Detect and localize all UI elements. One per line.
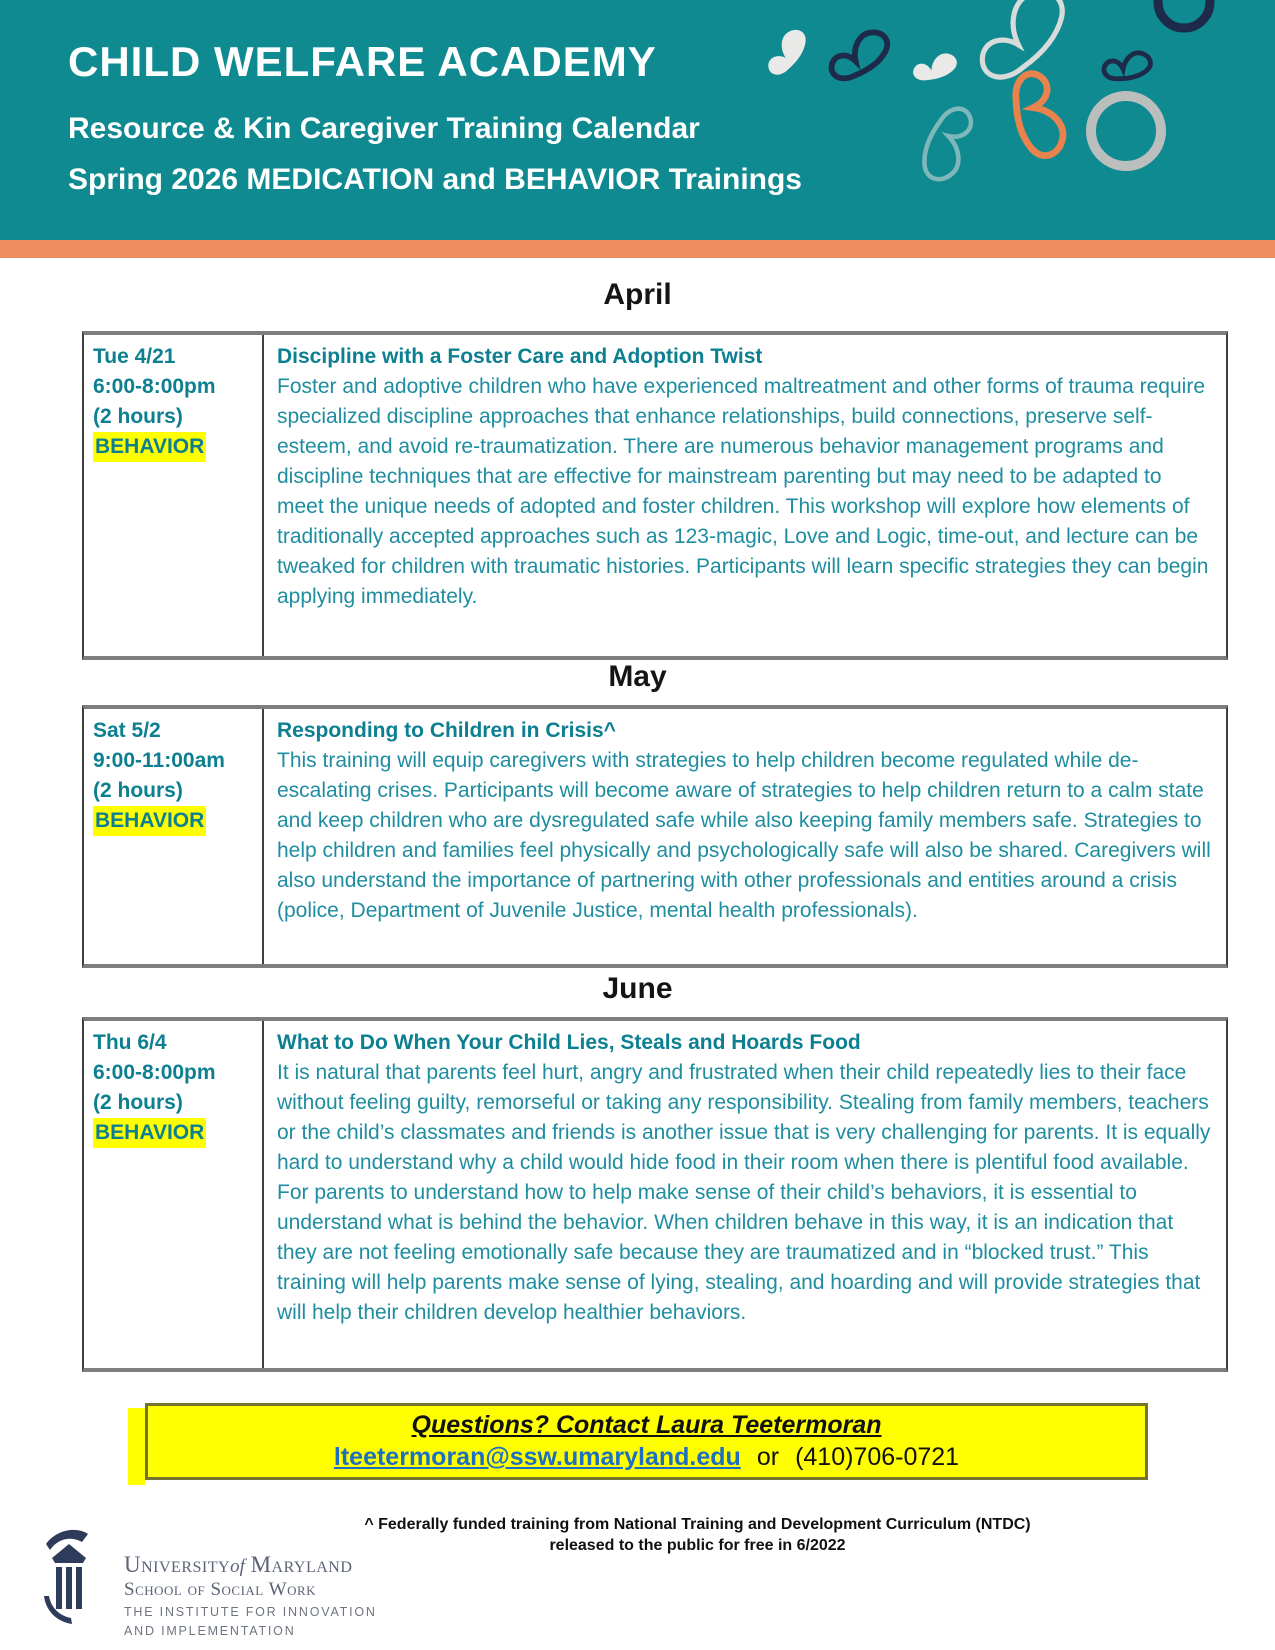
contact-heading: Questions? Contact Laura Teetermoran: [411, 1411, 882, 1439]
session-details-cell: [264, 1021, 1226, 1368]
header-banner: [0, 0, 1275, 240]
session-title: Responding to Children in Crisis^: [277, 719, 616, 742]
month-heading-april: April: [603, 278, 672, 311]
page-subtitle-line1: Resource & Kin Caregiver Training Calendar: [68, 112, 700, 145]
session-duration: (2 hours): [93, 1091, 183, 1114]
logo-of-word: of: [230, 1556, 245, 1577]
session-schedule-cell: [84, 335, 264, 656]
umd-column-icon: [38, 1528, 112, 1628]
ring-icon: [1091, 96, 1161, 166]
session-title: What to Do When Your Child Lies, Steals and Hoards Food: [277, 1031, 861, 1054]
contact-phone: (410)706-0721: [795, 1443, 960, 1471]
session-description: It is natural that parents feel hurt, angry and frustrated when their child repeatedly lies to their face without feeling guilty, remorseful or taking any responsibility. Stealing from family members, teachers or the child’s classmates and friends is another issue that is very challenging for parents. It is equally hard to understand why a child would hide food in their room when there is plentiful food available. For parents to understand how to help make sense of their child’s behaviors, it is essential to understand what is behind the behavior. When children behave in this way, it is an indication that they are not feeling emotionally safe because they are traumatized and in “blocked trust.” This training will help parents make sense of lying, stealing, and hoarding and will provide strategies that will help their children develop healthier behaviors.: [277, 1061, 1211, 1324]
butterfly-icon: [993, 69, 1084, 161]
logo-column: [56, 1567, 62, 1609]
butterfly-icon: [911, 43, 960, 91]
footnote-line2: released to the public for free in 6/2022: [549, 1537, 846, 1554]
behavior-badge: BEHAVIOR: [93, 806, 206, 836]
session-tag-row: [93, 1118, 253, 1148]
ring-icon: [1158, 0, 1210, 28]
session-date: Thu 6/4: [93, 1031, 167, 1054]
session-title: Discipline with a Foster Care and Adoption Twist: [277, 345, 763, 368]
footnote-line1: ^ Federally funded training from National Training and Development Curriculum (NTDC): [364, 1516, 1031, 1533]
logo-school-line: School of Social Work: [124, 1579, 317, 1600]
session-tag-row: [93, 806, 253, 836]
contact-email-link[interactable]: lteetermoran@ssw.umaryland.edu: [333, 1443, 741, 1471]
logo-university-word: University: [124, 1552, 231, 1577]
session-date: Tue 4/21: [93, 345, 176, 368]
session-date: Sat 5/2: [93, 719, 161, 742]
behavior-badge: BEHAVIOR: [93, 432, 206, 462]
logo-institute-line1: THE INSTITUTE FOR INNOVATION: [124, 1605, 377, 1619]
training-table-april: [82, 331, 1228, 660]
month-heading-june: June: [602, 972, 673, 1005]
logo-pediment: [52, 1544, 86, 1563]
page-subtitle-line2: Spring 2026 MEDICATION and BEHAVIOR Trainings: [68, 163, 802, 196]
logo-column: [66, 1567, 72, 1609]
logo-maryland-word: Maryland: [250, 1552, 353, 1577]
page-title: CHILD WELFARE ACADEMY: [68, 38, 657, 85]
butterfly-icon: [908, 105, 989, 184]
umd-logo-text: [124, 1528, 377, 1639]
logo-institute-line2: AND IMPLEMENTATION: [124, 1624, 296, 1638]
contact-line: [148, 1443, 1145, 1472]
session-time: 6:00-8:00pm: [93, 375, 216, 398]
session-description: Foster and adoptive children who have experienced maltreatment and other forms of trauma require specialized discipline approaches that enhance relationships, build connections, preserve self-esteem, and avoid re-traumatization. There are numerous behavior management programs and discipline techniques that are effective for mainstream parenting but may need to be adapted to meet the unique needs of adopted and foster children. This workshop will explore how elements of traditionally accepted approaches such as 123-magic, Love and Logic, time-out, and lecture can be tweaked for children with traumatic histories. Participants will learn specific strategies they can begin applying immediately.: [277, 375, 1209, 608]
session-duration: (2 hours): [93, 405, 183, 428]
month-heading-may: May: [608, 660, 667, 693]
training-table-june: [82, 1017, 1228, 1372]
butterfly-icon: [762, 28, 812, 76]
logo-university-line: [124, 1552, 377, 1579]
butterfly-icon: [1101, 40, 1154, 92]
logo-column: [76, 1567, 82, 1609]
session-description: This training will equip caregivers with strategies to help children become regulated while de-escalating crises. Participants will become aware of strategies to help children return to a calm state and keep children who are dysregulated safe while also keeping family members safe. Strategies to help children and families feel physically and psychologically safe will also be shared. Caregivers will also understand the importance of partnering with other professionals and entities around a crisis (police, Department of Juvenile Justice, mental health professionals).: [277, 749, 1211, 922]
training-table-may: [82, 705, 1228, 968]
session-time: 6:00-8:00pm: [93, 1061, 216, 1084]
session-details-cell: [264, 709, 1226, 964]
session-time: 9:00-11:00am: [93, 749, 225, 772]
contact-box: [145, 1403, 1148, 1480]
butterfly-icon: [976, 0, 1069, 79]
session-duration: (2 hours): [93, 779, 183, 802]
accent-stripe: [0, 240, 1275, 258]
contact-box-highlight-sliver: [128, 1408, 145, 1485]
contact-or-text: or: [756, 1443, 780, 1471]
session-details-cell: [264, 335, 1226, 656]
session-tag-row: [93, 432, 253, 462]
session-schedule-cell: [84, 709, 264, 964]
behavior-badge: BEHAVIOR: [93, 1118, 206, 1148]
umd-logo: [38, 1528, 377, 1639]
session-schedule-cell: [84, 1021, 264, 1368]
butterfly-icon: [830, 27, 889, 84]
